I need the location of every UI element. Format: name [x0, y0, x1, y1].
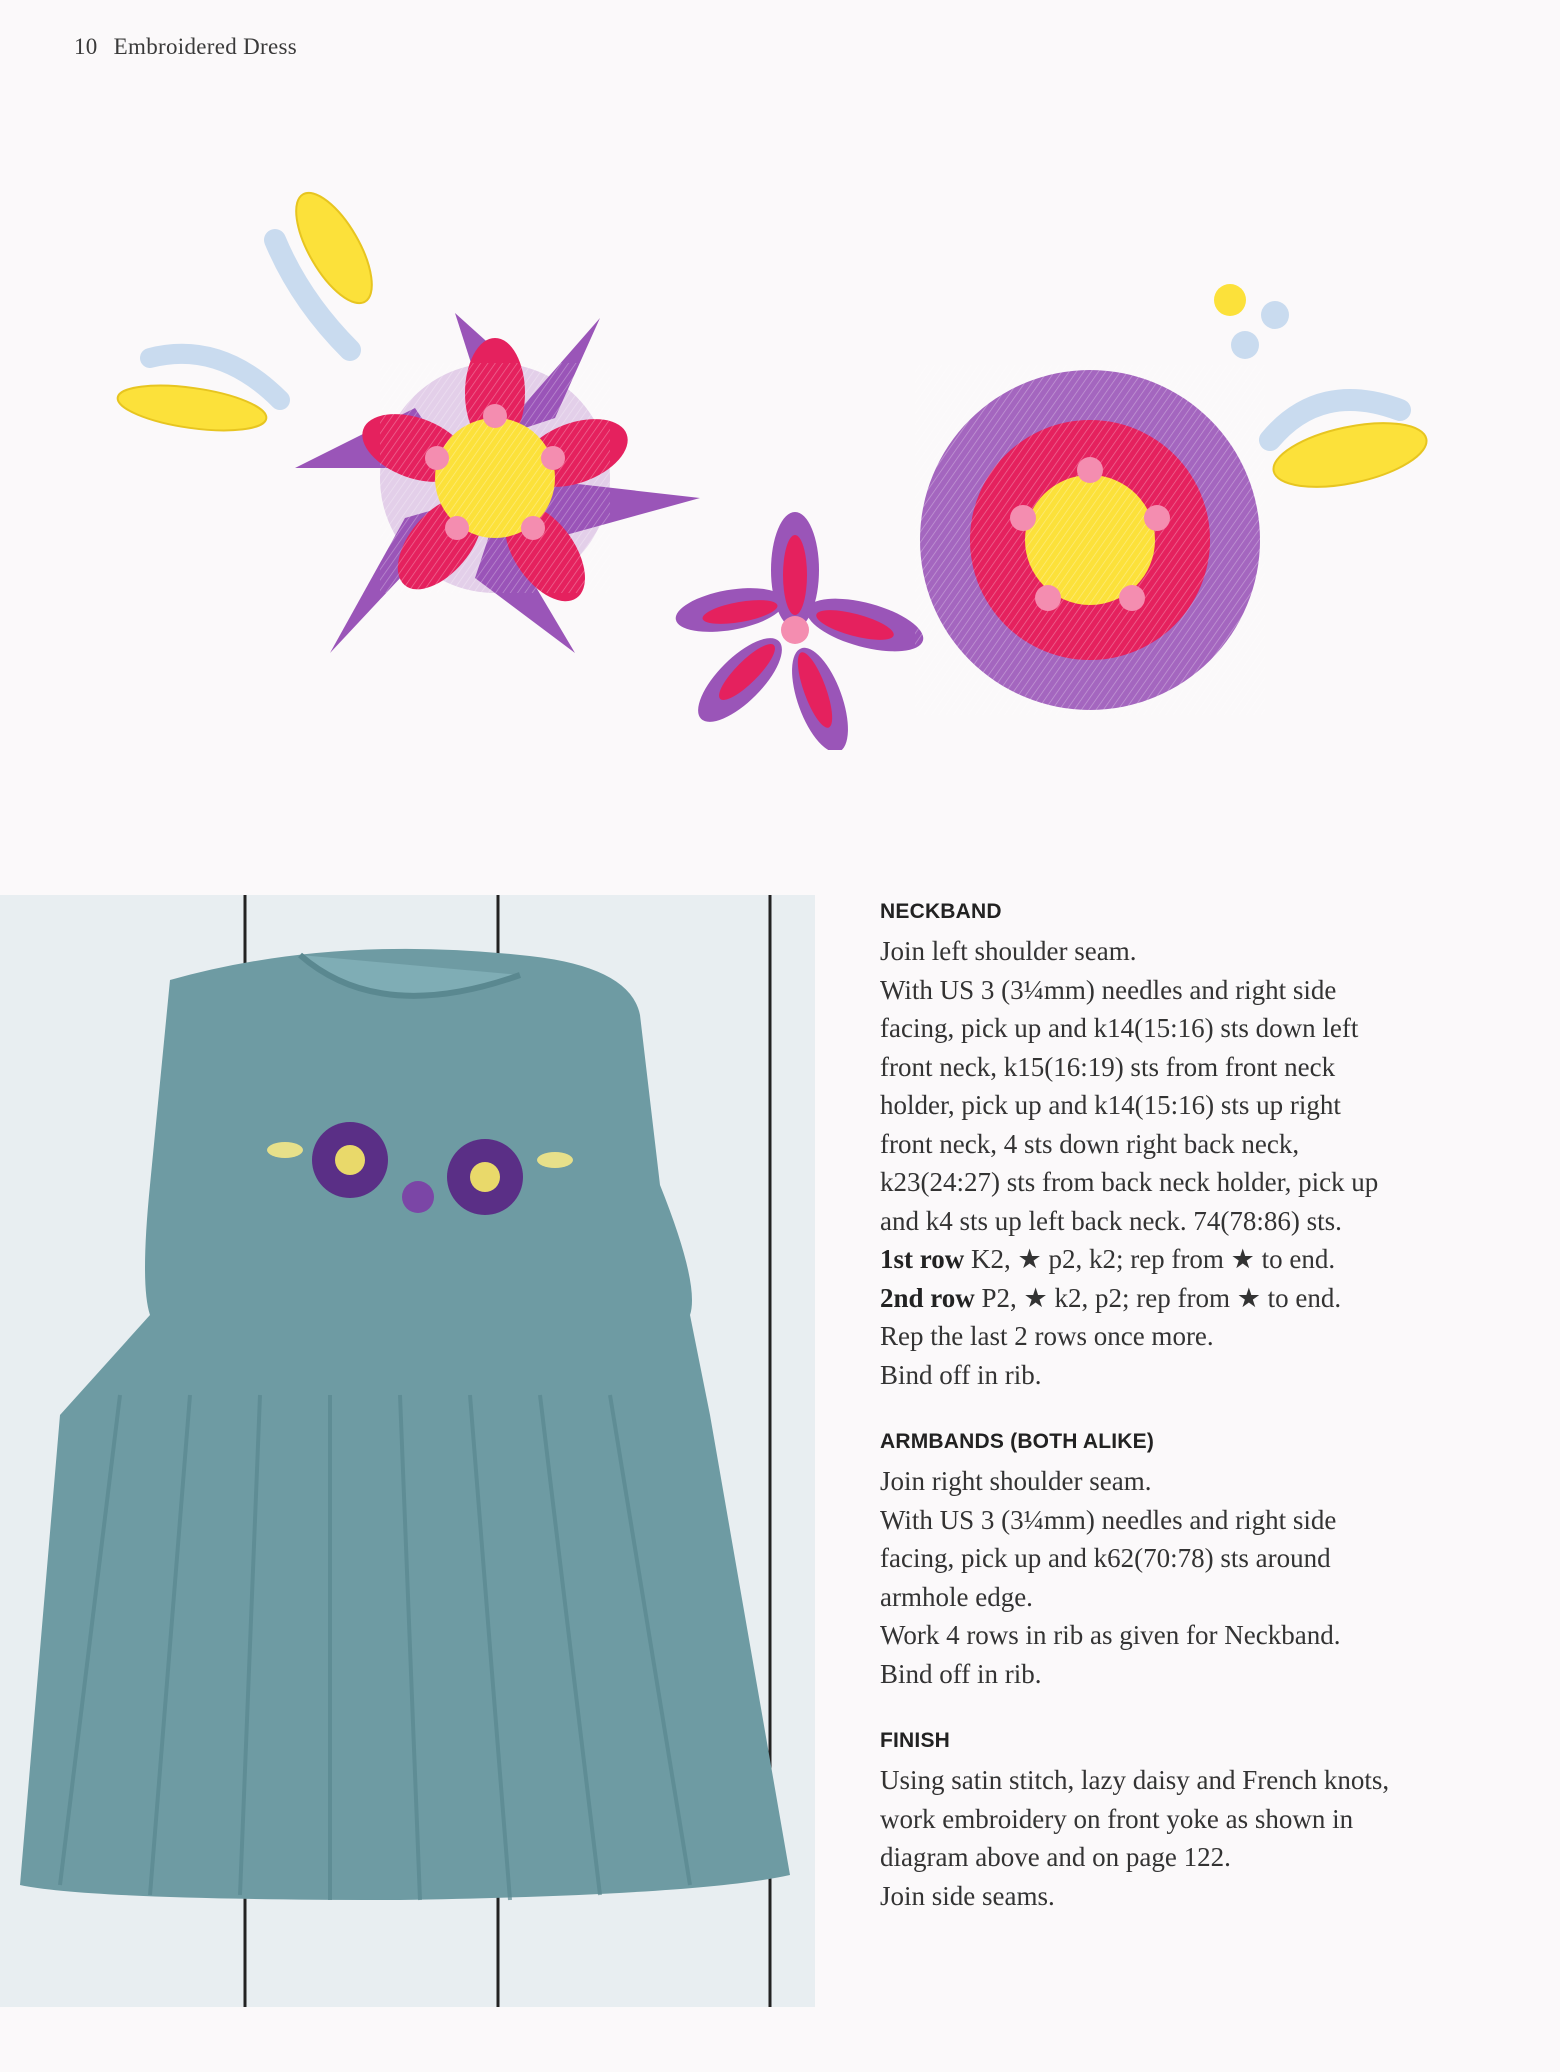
section-heading: ARMBANDS (BOTH ALIKE): [880, 1430, 1155, 1453]
instruction-line: Bind off in rib.: [880, 1658, 1042, 1689]
small-flower: [672, 512, 928, 750]
instruction-line: facing, pick up and k14(15:16) sts down left: [880, 1013, 1359, 1043]
page-title: Embroidered Dress: [113, 34, 297, 59]
armbands-section: [880, 1430, 1520, 1693]
instruction-line: facing, pick up and k62(70:78) sts around: [880, 1543, 1331, 1573]
instruction-line: Join right shoulder seam.: [880, 1466, 1152, 1496]
instruction-line: With US 3 (3¼mm) needles and right side: [880, 1504, 1337, 1535]
row-label: 1st row: [880, 1244, 965, 1274]
section-heading: FINISH: [880, 1729, 951, 1752]
instruction-line: front neck, 4 sts down right back neck,: [880, 1128, 1300, 1159]
knitted-dress-photo: [0, 895, 815, 2007]
left-flower: [295, 313, 700, 653]
row-instruction: [880, 1279, 1520, 1318]
row-text: P2, ★ k2, p2; rep from ★ to end.: [981, 1282, 1342, 1313]
instruction-line: Rep the last 2 rows once more.: [880, 1321, 1214, 1351]
row-text: K2, ★ p2, k2; rep from ★ to end.: [971, 1244, 1336, 1274]
running-header: [74, 34, 297, 60]
instruction-line: armhole edge.: [880, 1581, 1033, 1612]
row-label: 2nd row: [880, 1282, 975, 1313]
embroidery-diagram: [0, 150, 1560, 750]
instruction-line: Join side seams.: [880, 1880, 1055, 1911]
neckband-section: [880, 900, 1520, 1394]
instruction-line: Work 4 rows in rib as given for Neckband.: [880, 1620, 1341, 1650]
pattern-instructions: [880, 900, 1520, 1951]
instruction-line: diagram above and on page 122.: [880, 1842, 1231, 1872]
instruction-line: With US 3 (3¼mm) needles and right side: [880, 974, 1337, 1005]
right-flower: [915, 365, 1265, 715]
row-instruction: [880, 1240, 1520, 1279]
instruction-line: Bind off in rib.: [880, 1359, 1042, 1390]
instruction-line: Join left shoulder seam.: [880, 936, 1137, 966]
instruction-line: front neck, k15(16:19) sts from front neck: [880, 1051, 1336, 1082]
instruction-line: Using satin stitch, lazy daisy and French knots,: [880, 1765, 1390, 1795]
instruction-line: and k4 sts up left back neck. 74(78:86) sts.: [880, 1205, 1342, 1236]
instruction-line: work embroidery on front yoke as shown in: [880, 1803, 1354, 1834]
instruction-line: k23(24:27) sts from back neck holder, pick up: [880, 1167, 1379, 1197]
section-heading: NECKBAND: [880, 900, 1002, 923]
left-leaves: [115, 182, 387, 438]
finish-section: [880, 1729, 1520, 1915]
instruction-line: holder, pick up and k14(15:16) sts up right: [880, 1090, 1341, 1120]
page-number: 10: [74, 34, 98, 59]
dress-illustration: [0, 895, 815, 2007]
